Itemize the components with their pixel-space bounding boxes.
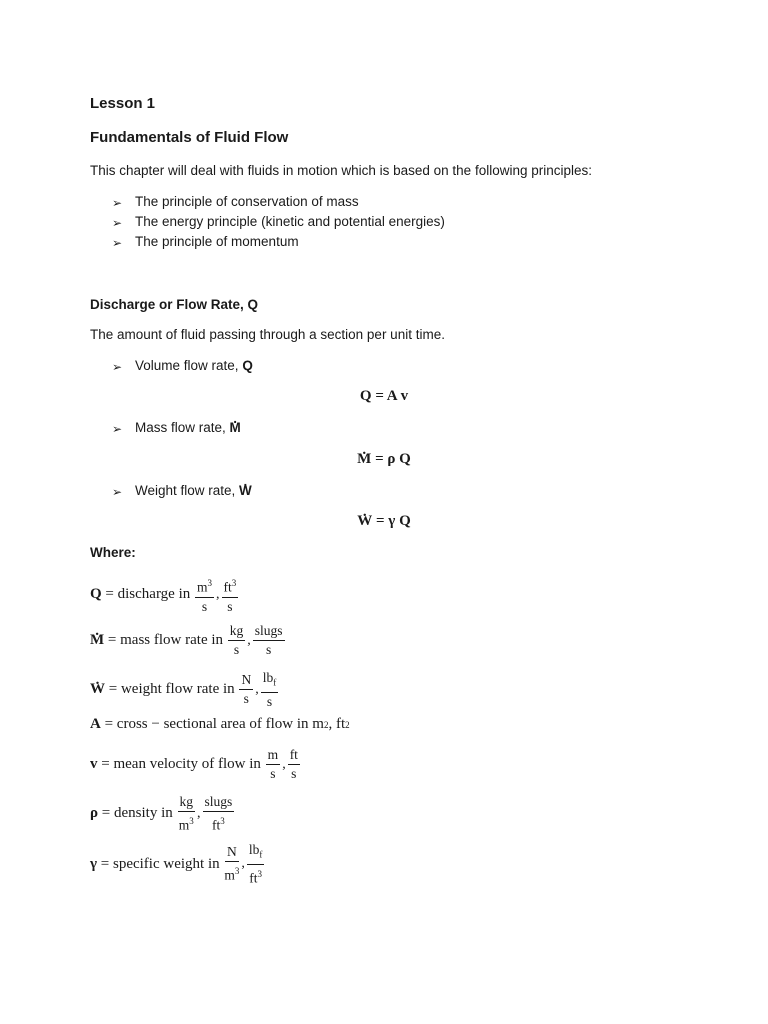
volume-flow-equation: Q = A v [359,388,409,404]
where-label: Where: [90,545,136,560]
document-page: Lesson 1 Fundamentals of Fluid Flow This chapter will deal with fluids in motion which is based on the following principles: ➢ The principle of conservation of mass ➢ The energy principle (kinetic and potential energies) ➢ The principle of momentum Discharge or Flow Rate, Q The amount of fluid passing through a section per unit time. ➢ Volume flow rate, Q Q = A v ➢ Mass flow rate, . M . M = ρ Q ➢ Weight flow rate, . W . W = γ Q Where: Q = discharge in $\frac{m^3}{s}$ , $\frac{ft^3}{s}$ . M = mass flow rate in $\frac{kg}{s}$ , $\frac{\text{slugs}}{s}$ . W = weight flow rate in $\frac{N}{s}$ , $\frac{lb_f}{s}$ A = cross − sectional area of flow in m 2 , ft 2 v = mean velocity of flow in $\frac{m}{s}$ , $\frac{ft}{s}$ ρ = density in $\frac{kg}{m^3}$ , $\frac{\text{slugs}}{ft^3}$ γ = specific weight in $\frac{N}{m^3}$ , $\frac{lb_f}{ft^3}$ [0,0,768,1024]
mass-flow-equation: . M = ρ Q [0,451,768,468]
definition-m: . M = mass flow rate in $\frac{kg}{s}$ , $\frac{\text{slugs}}{s}$ [90,623,286,658]
definition-gamma: γ = specific weight in $\frac{N}{m^3}$ , $\frac{lb_f}{ft^3}$ [90,842,263,886]
definition-a: A = cross − sectional area of flow in m 2 , ft 2 [90,716,350,732]
discharge-heading: Discharge or Flow Rate, Q [90,297,259,312]
arrow-bullet-icon: ➢ [112,485,123,499]
arrow-bullet-icon: ➢ [112,422,123,436]
arrow-bullet-icon: ➢ [112,360,123,374]
arrow-bullet-icon: ➢ [112,196,123,210]
arrow-bullet-icon: ➢ [112,216,123,230]
intro-paragraph: This chapter will deal with fluids in motion which is based on the following principles: [90,163,592,178]
arrow-bullet-icon: ➢ [112,236,123,250]
definition-v: v = mean velocity of flow in $\frac{m}{s}$ , $\frac{ft}{s}$ [90,747,298,781]
definition-rho: ρ = density in $\frac{kg}{m^3}$ , $\frac{\text{slugs}}{ft^3}$ [90,794,233,833]
page-title: Fundamentals of Fluid Flow [90,129,289,146]
discharge-definition: The amount of fluid passing through a section per unit time. [90,327,445,342]
weight-flow-equation: . W = γ Q [0,513,768,530]
definition-q: Q = discharge in $\frac{m^3}{s}$ , $\frac{ft^3}{s}$ [90,575,239,615]
lesson-number: Lesson 1 [90,95,156,112]
definition-w: . W = weight flow rate in $\frac{N}{s}$ , $\frac{lb_f}{s}$ [90,670,279,710]
